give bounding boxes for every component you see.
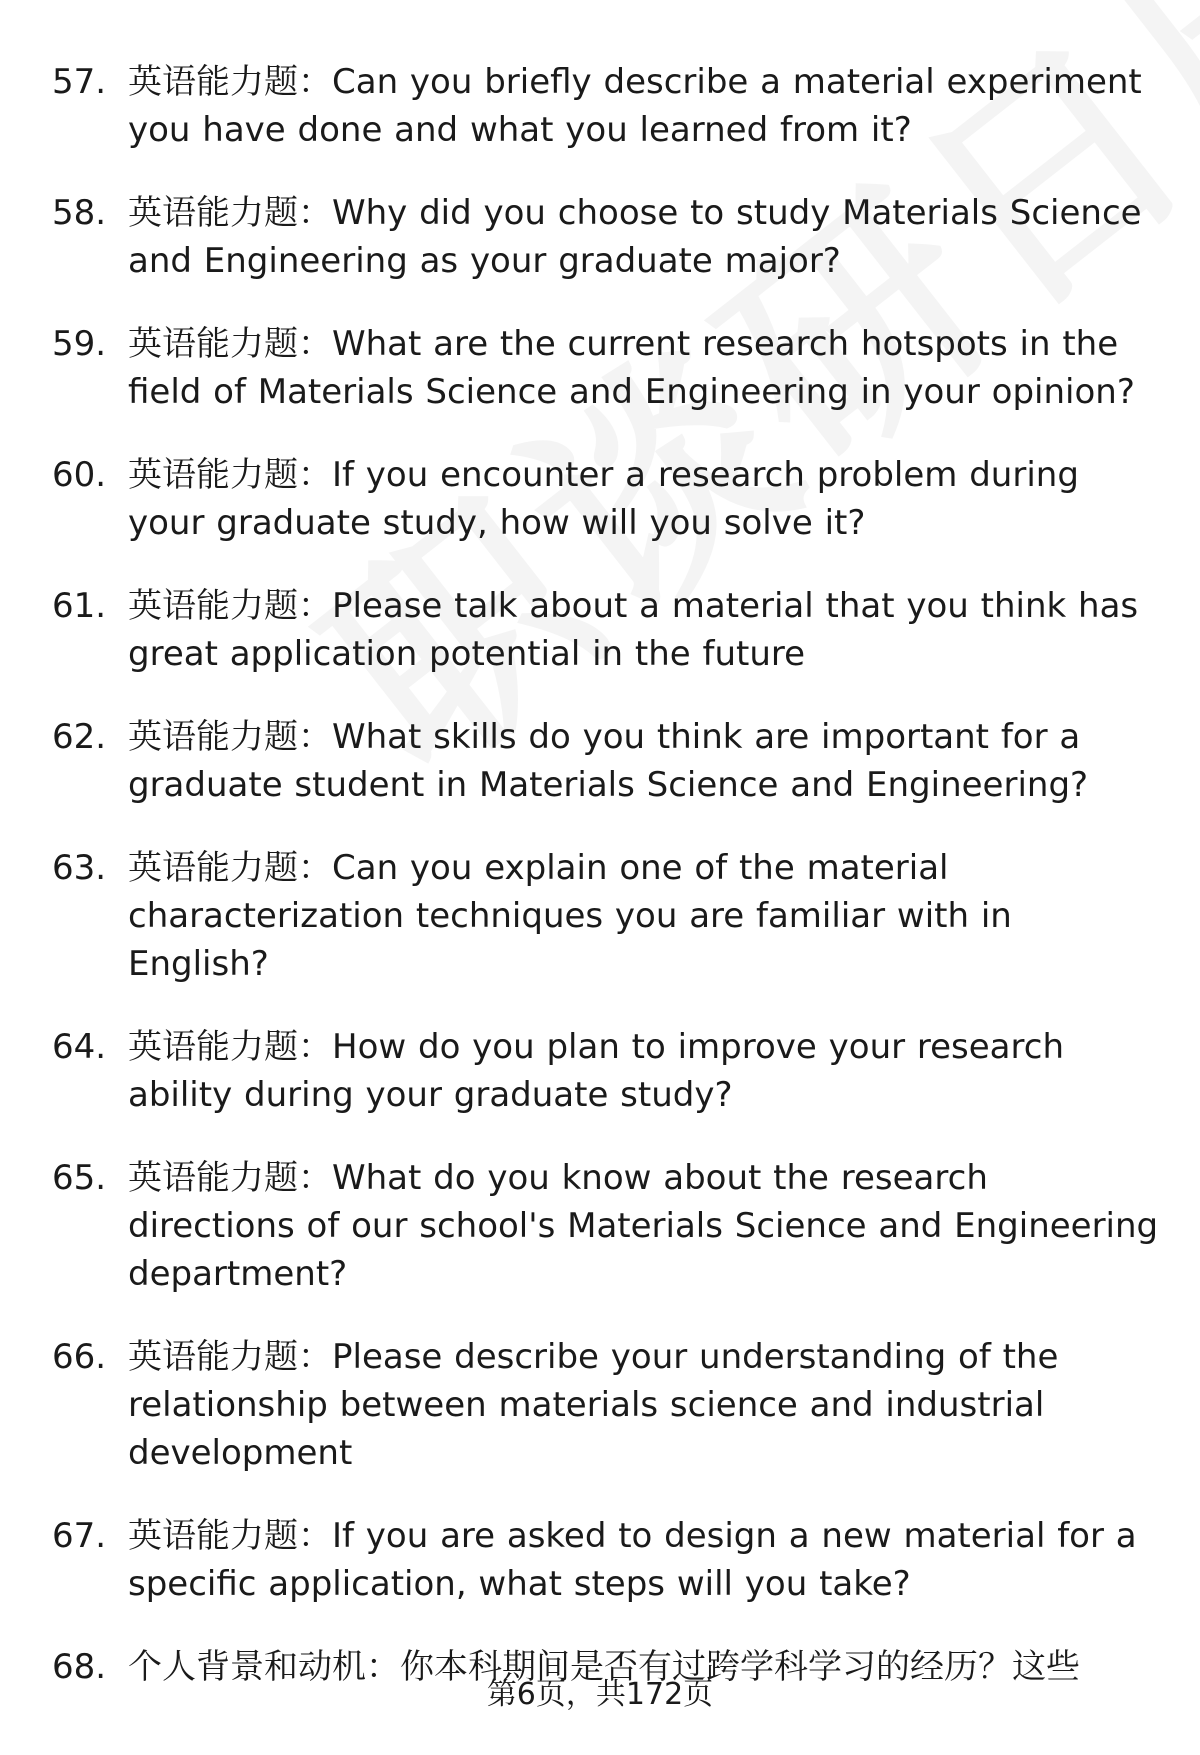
question-number: 67. (52, 1516, 107, 1556)
question-category: 英语能力题： (128, 1337, 332, 1377)
question-body (128, 189, 1162, 285)
question-text: What do you know about the research directions of our school's Materials Science and Engineering department? (128, 1158, 1159, 1294)
question-body (128, 320, 1162, 416)
list-item (52, 582, 1162, 678)
list-item (52, 844, 1162, 988)
question-number: 57. (52, 62, 107, 102)
question-category: 英语能力题： (128, 586, 332, 626)
question-number: 64. (52, 1027, 107, 1067)
list-item (52, 189, 1162, 285)
question-category: 英语能力题： (128, 193, 332, 233)
question-category: 英语能力题： (128, 717, 332, 757)
question-number: 59. (52, 324, 107, 364)
question-text: What are the current research hotspots in the field of Materials Science and Engineering in your opinion? (128, 324, 1135, 412)
question-category: 英语能力题： (128, 1027, 332, 1067)
question-category: 英语能力题： (128, 62, 332, 102)
list-item (52, 320, 1162, 416)
list-item (52, 451, 1162, 547)
question-number: 65. (52, 1158, 107, 1198)
list-item (52, 1154, 1162, 1298)
question-text: Can you explain one of the material characterization techniques you are familiar with in English? (128, 848, 1012, 984)
list-item (52, 58, 1162, 154)
question-category: 英语能力题： (128, 848, 332, 888)
question-number: 68. (52, 1647, 107, 1687)
question-number: 58. (52, 193, 107, 233)
list-item (52, 1023, 1162, 1119)
question-text: 你本科期间是否有过跨学科学习的经历？这些 (400, 1647, 1080, 1687)
question-text: If you are asked to design a new material for a specific application, what steps will you take? (128, 1516, 1137, 1604)
question-body (128, 1512, 1162, 1608)
question-text: Please describe your understanding of the relationship between materials science and industrial development (128, 1337, 1059, 1473)
list-item (52, 1512, 1162, 1608)
question-text: If you encounter a research problem during your graduate study, how will you solve it? (128, 455, 1079, 543)
question-body (128, 451, 1162, 547)
question-category: 英语能力题： (128, 455, 332, 495)
question-body (128, 582, 1162, 678)
question-body (128, 1154, 1162, 1298)
question-text: How do you plan to improve your research ability during your graduate study? (128, 1027, 1064, 1115)
question-number: 60. (52, 455, 107, 495)
question-body (128, 844, 1162, 988)
list-item (52, 713, 1162, 809)
question-category: 英语能力题： (128, 1516, 332, 1556)
question-number: 66. (52, 1337, 107, 1377)
list-item (52, 1333, 1162, 1477)
question-body (128, 58, 1162, 154)
question-text: Why did you choose to study Materials Science and Engineering as your graduate major? (128, 193, 1142, 281)
page-footer: 第6页，共172页 (486, 1677, 714, 1712)
question-number: 62. (52, 717, 107, 757)
question-text: What skills do you think are important for a graduate student in Materials Science and Engineering? (128, 717, 1089, 805)
question-list (52, 58, 1162, 1726)
question-body (128, 1333, 1162, 1477)
question-body (128, 713, 1162, 809)
question-body (128, 1023, 1162, 1119)
question-category: 英语能力题： (128, 324, 332, 364)
question-category: 英语能力题： (128, 1158, 332, 1198)
question-text: Please talk about a material that you think has great application potential in the future (128, 586, 1139, 674)
question-number: 61. (52, 586, 107, 626)
question-number: 63. (52, 848, 107, 888)
question-category: 个人背景和动机： (128, 1647, 400, 1687)
question-text: Can you briefly describe a material experiment you have done and what you learned from it? (128, 62, 1142, 150)
